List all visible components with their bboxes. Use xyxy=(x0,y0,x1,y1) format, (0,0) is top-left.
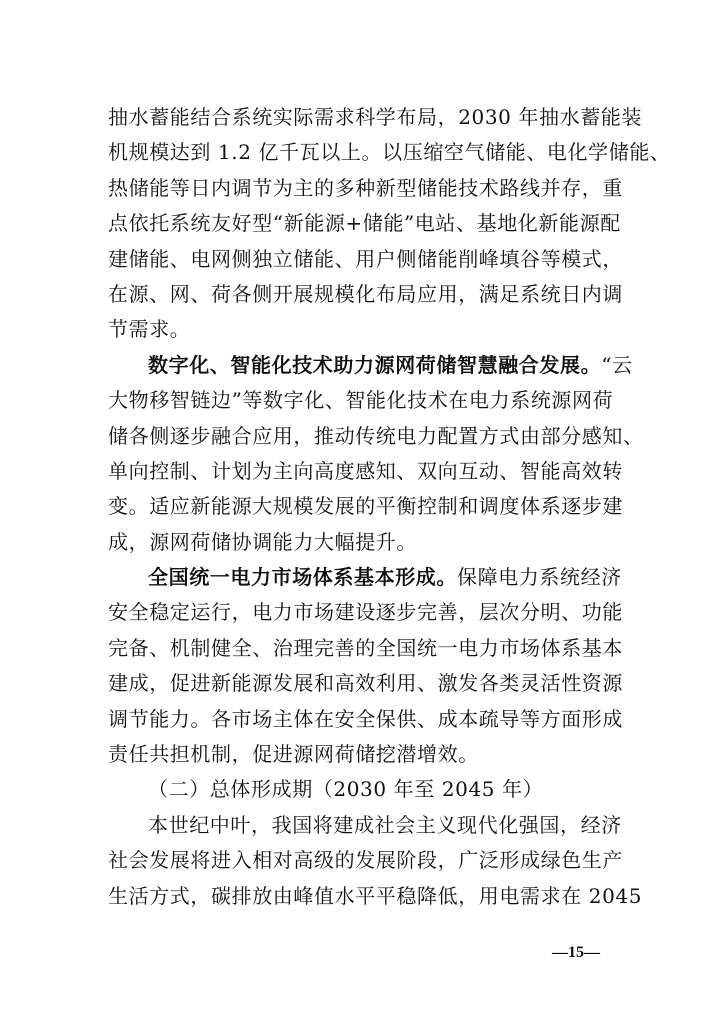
text-line: 完备、机制健全、治理完善的全国统一电力市场体系基本 xyxy=(108,635,623,660)
text-line: 调节能力。各市场主体在安全保供、成本疏导等方面形成 xyxy=(108,706,623,731)
text-line: 在源、网、荷各侧开展规模化布局应用，满足系统日内调 xyxy=(108,281,623,306)
text-line: 社会发展将进入相对高级的发展阶段，广泛形成绿色生产 xyxy=(108,848,623,873)
text-line: 大物移智链边”等数字化、智能化技术在电力系统源网荷 xyxy=(108,388,614,413)
text-line: 成，源网荷储协调能力大幅提升。 xyxy=(108,529,417,554)
text-line: 建储能、电网侧独立储能、用户侧储能削峰填谷等模式， xyxy=(108,246,623,271)
text-line: 点依托系统友好型“新能源+储能”电站、基地化新能源配 xyxy=(108,211,621,236)
text-line: 本世纪中叶，我国将建成社会主义现代化强国，经济 xyxy=(148,812,622,837)
text-run: “云 xyxy=(601,352,633,377)
paragraph-heading: 全国统一电力市场体系基本形成。 xyxy=(148,565,457,590)
text-line: 责任共担机制，促进源网荷储挖潜增效。 xyxy=(108,742,479,767)
text-line: 机规模达到 1.2 亿千瓦以上。以压缩空气储能、电化学储能、 xyxy=(108,140,671,165)
text-line xyxy=(108,348,633,383)
section-title: （二）总体形成期（2030 年至 2045 年） xyxy=(148,777,544,802)
paragraph-digitalization xyxy=(108,348,644,560)
text-line: 变。适应新能源大规模发展的平衡控制和调度体系逐步建 xyxy=(108,494,623,519)
text-line: 储各侧逐步融合应用，推动传统电力配置方式由部分感知、 xyxy=(108,423,644,448)
body-text xyxy=(108,100,671,914)
paragraph-overall-formation xyxy=(108,808,643,914)
paragraph-pumped-storage xyxy=(108,100,671,348)
paragraph-power-market xyxy=(108,560,628,772)
paragraph-heading: 数字化、智能化技术助力源网荷储智慧融合发展。 xyxy=(148,352,602,377)
text-run: 保障电力系统经济 xyxy=(457,565,622,590)
text-line: 抽水蓄能结合系统实际需求科学布局，2030 年抽水蓄能装 xyxy=(108,105,643,129)
text-line xyxy=(108,560,628,595)
page-number: —15— xyxy=(552,944,600,961)
text-line: 安全稳定运行，电力市场建设逐步完善，层次分明、功能 xyxy=(108,600,623,625)
text-line: 热储能等日内调节为主的多种新型储能技术路线并存，重 xyxy=(108,175,623,200)
text-line: 生活方式，碳排放由峰值水平平稳降低，用电需求在 2045 xyxy=(108,883,643,908)
text-line: 单向控制、计划为主向高度感知、双向互动、智能高效转 xyxy=(108,458,623,483)
text-line: 建成，促进新能源发展和高效利用、激发各类灵活性资源 xyxy=(108,671,623,696)
text-line: 节需求。 xyxy=(108,317,191,342)
